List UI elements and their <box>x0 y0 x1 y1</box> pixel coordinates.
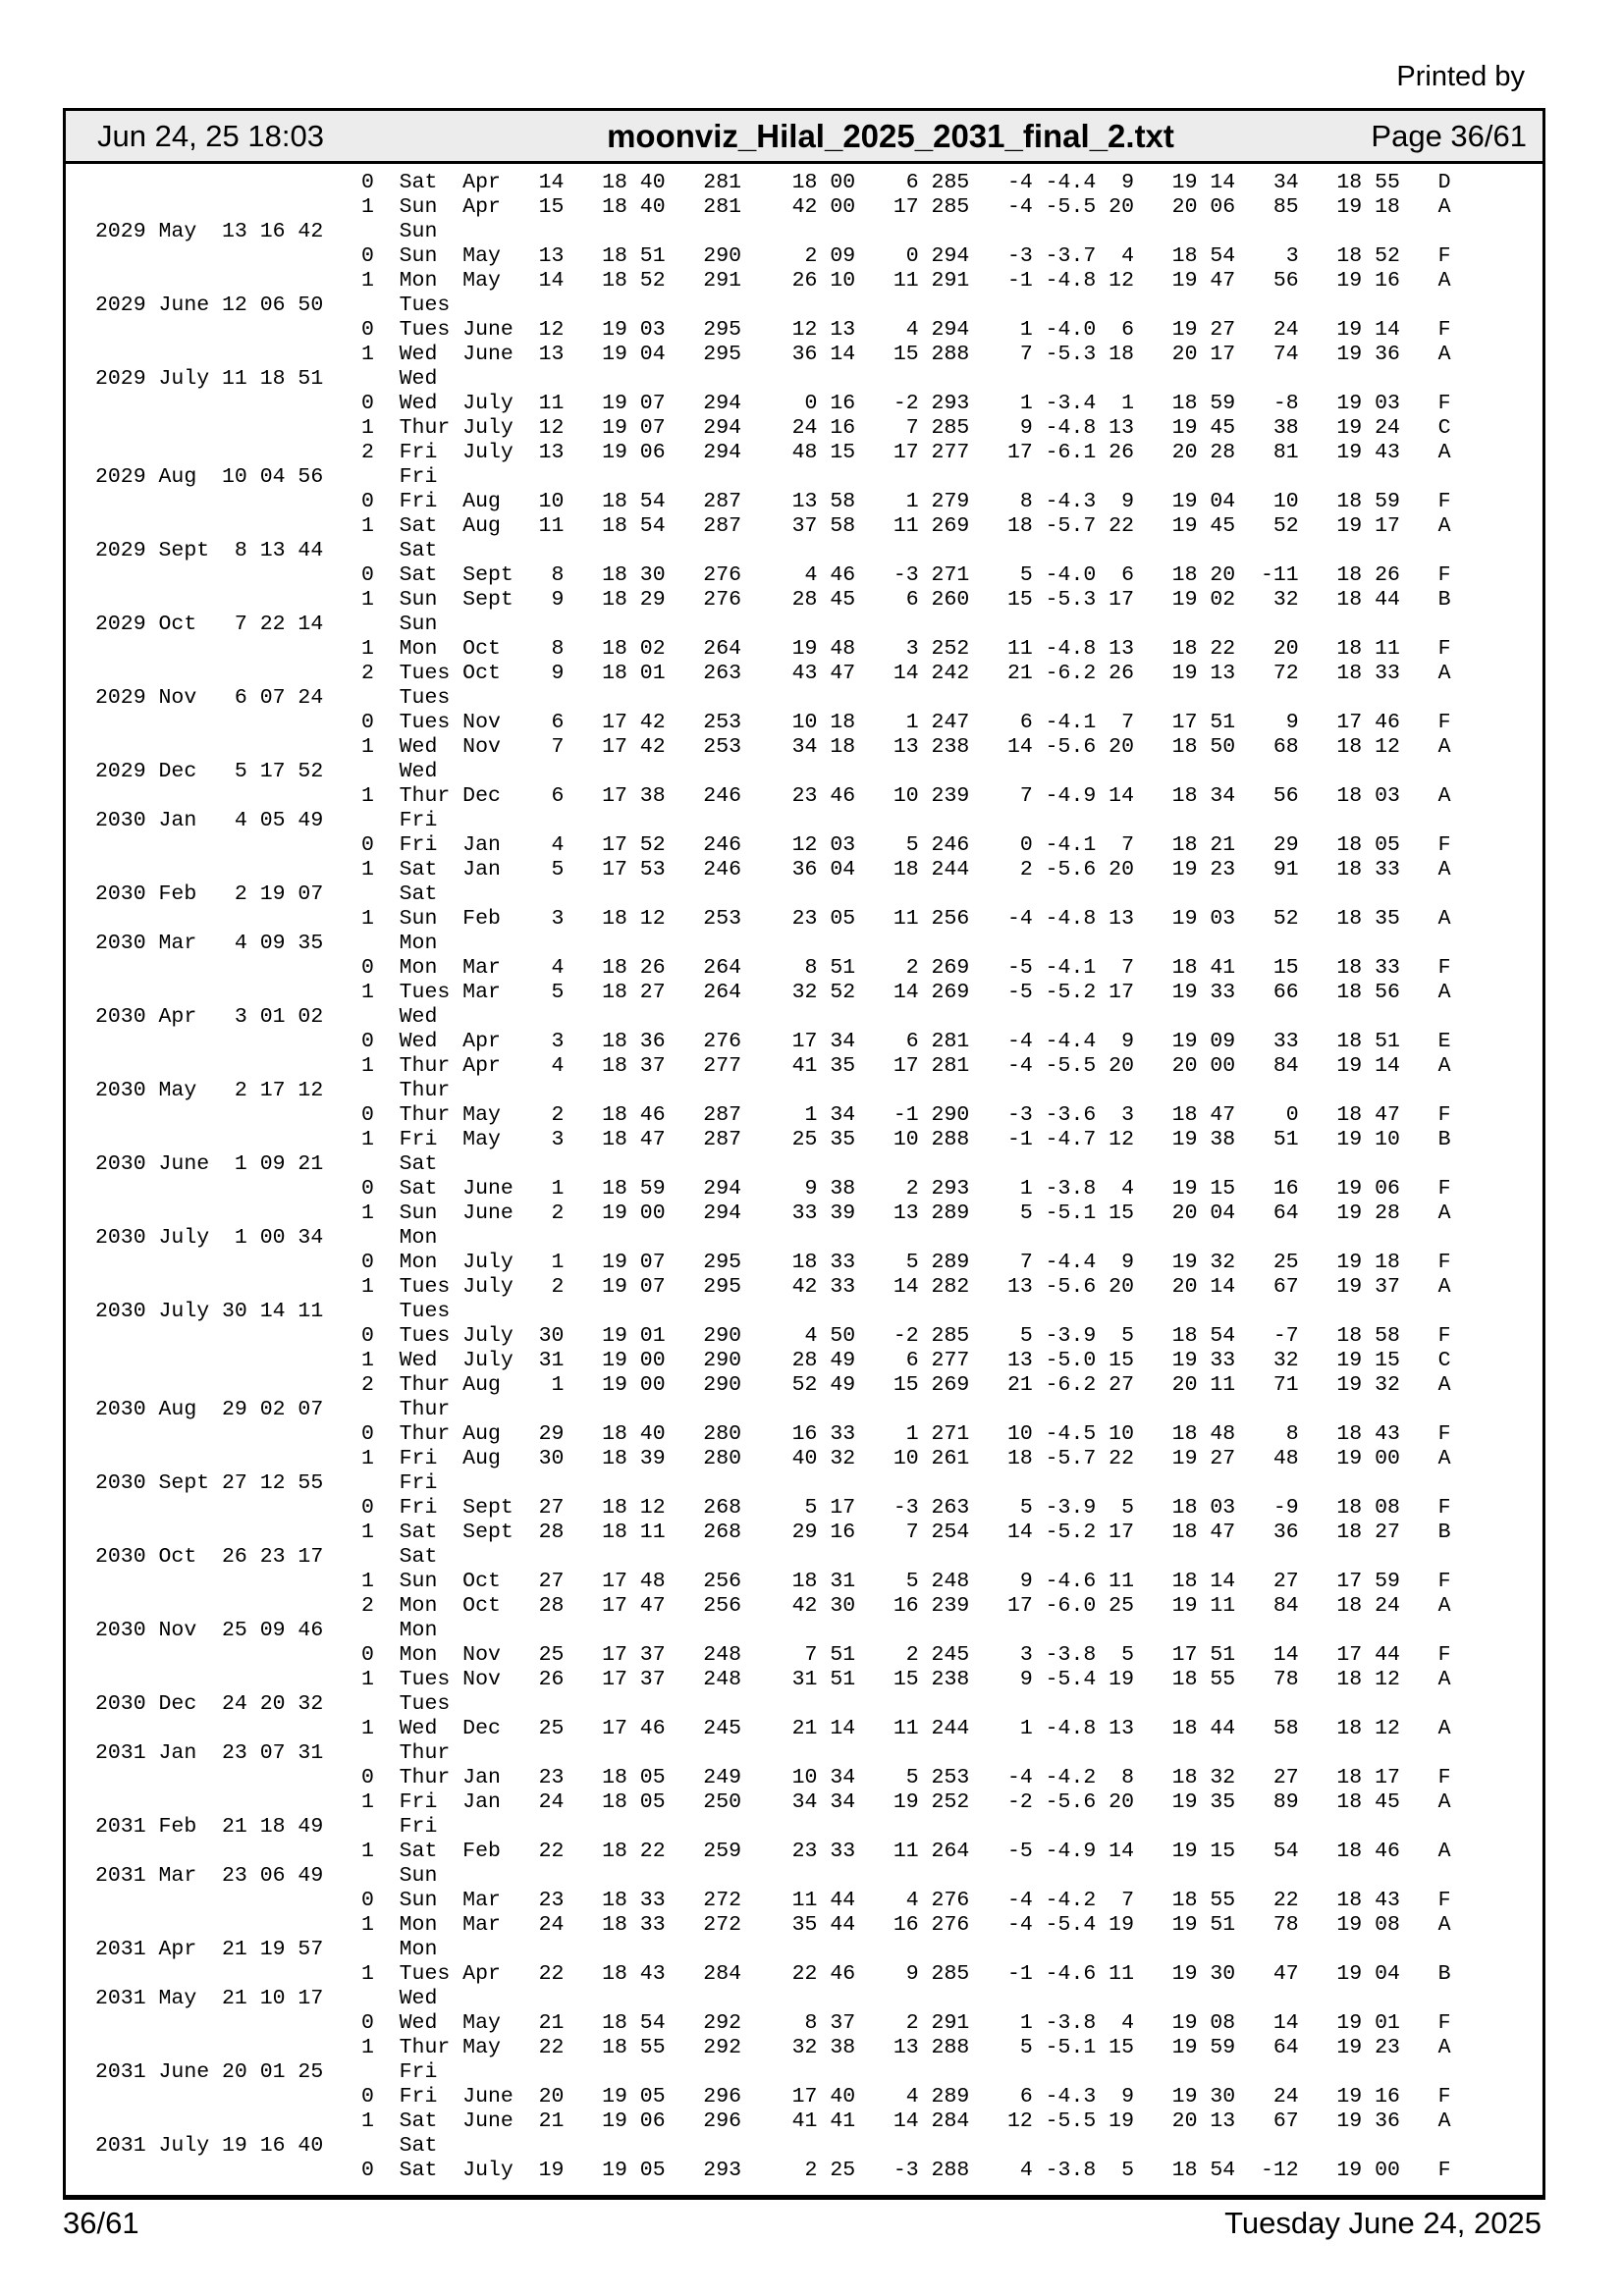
text-line: 1 Mon May 14 18 52 291 26 10 11 291 -1 -4.8 12 19 47 56 19 16 A <box>95 269 1451 293</box>
text-line: 1 Sat June 21 19 06 296 41 41 14 284 12 -5.5 19 20 13 67 19 36 A <box>95 2109 1451 2133</box>
text-line: 2031 May 21 10 17 Wed <box>95 1987 438 2010</box>
page-indicator: Page 36/61 <box>1371 118 1527 153</box>
text-line: 1 Tues July 2 19 07 295 42 33 14 282 13 -5.6 20 20 14 67 19 37 A <box>95 1275 1451 1299</box>
document-titlebar <box>63 108 1545 164</box>
text-line: 1 Fri Aug 30 18 39 280 40 32 10 261 18 -5.7 22 19 27 48 19 00 A <box>95 1447 1451 1470</box>
text-line: 2 Tues Oct 9 18 01 263 43 47 14 242 21 -6.2 26 19 13 72 18 33 A <box>95 662 1451 685</box>
text-line: 1 Sun June 2 19 00 294 33 39 13 289 5 -5.1 15 20 04 64 19 28 A <box>95 1201 1451 1225</box>
text-line: 0 Mon Mar 4 18 26 264 8 51 2 269 -5 -4.1 7 18 41 15 18 33 F <box>95 956 1451 980</box>
filename-title: moonviz_Hilal_2025_2031_final_2.txt <box>607 117 1174 154</box>
document-frame <box>63 108 1545 2200</box>
text-line: 2031 July 19 16 40 Sat <box>95 2134 438 2158</box>
text-line: 0 Fri June 20 19 05 296 17 40 4 289 6 -4.3 9 19 30 24 19 16 F <box>95 2085 1451 2109</box>
text-line: 0 Sat July 19 19 05 293 2 25 -3 288 4 -3.8 5 18 54 -12 19 00 F <box>95 2159 1451 2182</box>
text-line: 0 Sat June 1 18 59 294 9 38 2 293 1 -3.8 4 19 15 16 19 06 F <box>95 1177 1451 1201</box>
text-line: 2 Fri July 13 19 06 294 48 15 17 277 17 -6.1 26 20 28 81 19 43 A <box>95 441 1451 464</box>
text-line: 2031 Apr 21 19 57 Mon <box>95 1938 438 1961</box>
text-line: 2030 Dec 24 20 32 Tues <box>95 1692 451 1716</box>
text-line: 0 Fri Sept 27 18 12 268 5 17 -3 263 5 -3.9 5 18 03 -9 18 08 F <box>95 1496 1451 1520</box>
text-line: 2030 July 30 14 11 Tues <box>95 1300 451 1323</box>
text-line: 1 Thur July 12 19 07 294 24 16 7 285 9 -4.8 13 19 45 38 19 24 C <box>95 416 1451 440</box>
text-line: 2029 Aug 10 04 56 Fri <box>95 465 438 489</box>
text-line: 1 Sun Sept 9 18 29 276 28 45 6 260 15 -5.3 17 19 02 32 18 44 B <box>95 588 1451 612</box>
text-line: 0 Mon July 1 19 07 295 18 33 5 289 7 -4.4 9 19 32 25 19 18 F <box>95 1251 1451 1274</box>
printed-by-label: Printed by <box>1396 61 1525 92</box>
text-line: 2029 Sept 8 13 44 Sat <box>95 539 438 562</box>
text-line: 0 Wed May 21 18 54 292 8 37 2 291 1 -3.8 4 19 08 14 19 01 F <box>95 2011 1451 2035</box>
text-line: 1 Wed July 31 19 00 290 28 49 6 277 13 -5.0 15 19 33 32 19 15 C <box>95 1349 1451 1372</box>
text-line: 1 Fri May 3 18 47 287 25 35 10 288 -1 -4.7 12 19 38 51 19 10 B <box>95 1128 1451 1151</box>
text-line: 2031 June 20 01 25 Fri <box>95 2060 438 2084</box>
text-line: 2030 Sept 27 12 55 Fri <box>95 1471 438 1495</box>
text-line: 2029 July 11 18 51 Wed <box>95 367 438 391</box>
text-line: 2029 May 13 16 42 Sun <box>95 220 438 243</box>
text-line: 1 Sun Apr 15 18 40 281 42 00 17 285 -4 -5.5 20 20 06 85 19 18 A <box>95 195 1451 219</box>
text-line: 1 Mon Mar 24 18 33 272 35 44 16 276 -4 -5.4 19 19 51 78 19 08 A <box>95 1913 1451 1937</box>
text-line: 2030 July 1 00 34 Mon <box>95 1226 438 1250</box>
text-line: 0 Thur Aug 29 18 40 280 16 33 1 271 10 -4.5 10 18 48 8 18 43 F <box>95 1422 1451 1446</box>
print-timestamp: Jun 24, 25 18:03 <box>97 118 324 153</box>
text-line: 2030 Feb 2 19 07 Sat <box>95 882 438 906</box>
footer-page-number: 36/61 <box>63 2206 139 2240</box>
text-line: 0 Tues July 30 19 01 290 4 50 -2 285 5 -3.9 5 18 54 -7 18 58 F <box>95 1324 1451 1348</box>
text-line: 0 Wed July 11 19 07 294 0 16 -2 293 1 -3.4 1 18 59 -8 19 03 F <box>95 392 1451 415</box>
text-line: 0 Mon Nov 25 17 37 248 7 51 2 245 3 -3.8 5 17 51 14 17 44 F <box>95 1643 1451 1667</box>
text-line: 1 Sun Feb 3 18 12 253 23 05 11 256 -4 -4.8 13 19 03 52 18 35 A <box>95 907 1451 931</box>
text-line: 1 Sat Aug 11 18 54 287 37 58 11 269 18 -5.7 22 19 45 52 19 17 A <box>95 514 1451 538</box>
text-line: 1 Sun Oct 27 17 48 256 18 31 5 248 9 -4.6 11 18 14 27 17 59 F <box>95 1570 1451 1593</box>
text-line: 0 Tues Nov 6 17 42 253 10 18 1 247 6 -4.1 7 17 51 9 17 46 F <box>95 711 1451 734</box>
text-line: 2029 June 12 06 50 Tues <box>95 294 451 317</box>
text-line: 0 Sun Mar 23 18 33 272 11 44 4 276 -4 -4.2 7 18 55 22 18 43 F <box>95 1889 1451 1912</box>
text-line: 1 Sat Jan 5 17 53 246 36 04 18 244 2 -5.6 20 19 23 91 18 33 A <box>95 858 1451 881</box>
text-line: 0 Sun May 13 18 51 290 2 09 0 294 -3 -3.7 4 18 54 3 18 52 F <box>95 244 1451 268</box>
text-line: 0 Sat Apr 14 18 40 281 18 00 6 285 -4 -4.4 9 19 14 34 18 55 D <box>95 171 1451 194</box>
text-line: 2031 Jan 23 07 31 Thur <box>95 1741 451 1765</box>
text-line: 2030 Mar 4 09 35 Mon <box>95 932 438 955</box>
text-line: 1 Sat Sept 28 18 11 268 29 16 7 254 14 -5.2 17 18 47 36 18 27 B <box>95 1521 1451 1544</box>
text-line: 1 Tues Nov 26 17 37 248 31 51 15 238 9 -5.4 19 18 55 78 18 12 A <box>95 1668 1451 1691</box>
text-line: 1 Mon Oct 8 18 02 264 19 48 3 252 11 -4.8 13 18 22 20 18 11 F <box>95 637 1451 661</box>
document-text <box>63 164 1545 2200</box>
text-line: 1 Sat Feb 22 18 22 259 23 33 11 264 -5 -4.9 14 19 15 54 18 46 A <box>95 1840 1451 1863</box>
text-line: 1 Wed Nov 7 17 42 253 34 18 13 238 14 -5.6 20 18 50 68 18 12 A <box>95 735 1451 759</box>
text-line: 1 Wed Dec 25 17 46 245 21 14 11 244 1 -4.8 13 18 44 58 18 12 A <box>95 1717 1451 1740</box>
text-line: 1 Wed June 13 19 04 295 36 14 15 288 7 -5.3 18 20 17 74 19 36 A <box>95 343 1451 366</box>
footer-date: Tuesday June 24, 2025 <box>1224 2206 1542 2240</box>
text-line: 2030 Apr 3 01 02 Wed <box>95 1005 438 1029</box>
text-line: 2029 Nov 6 07 24 Tues <box>95 686 451 710</box>
text-line: 1 Thur Dec 6 17 38 246 23 46 10 239 7 -4.9 14 18 34 56 18 03 A <box>95 784 1451 808</box>
text-line: 2 Thur Aug 1 19 00 290 52 49 15 269 21 -6.2 27 20 11 71 19 32 A <box>95 1373 1451 1397</box>
text-line: 0 Wed Apr 3 18 36 276 17 34 6 281 -4 -4.4 9 19 09 33 18 51 E <box>95 1030 1451 1053</box>
text-line: 2 Mon Oct 28 17 47 256 42 30 16 239 17 -6.0 25 19 11 84 18 24 A <box>95 1594 1451 1618</box>
text-line: 1 Tues Apr 22 18 43 284 22 46 9 285 -1 -4.6 11 19 30 47 19 04 B <box>95 1962 1451 1986</box>
text-line: 2030 Nov 25 09 46 Mon <box>95 1619 438 1642</box>
text-line: 0 Sat Sept 8 18 30 276 4 46 -3 271 5 -4.0 6 18 20 -11 18 26 F <box>95 563 1451 587</box>
text-line: 1 Tues Mar 5 18 27 264 32 52 14 269 -5 -5.2 17 19 33 66 18 56 A <box>95 981 1451 1004</box>
text-line: 2030 Oct 26 23 17 Sat <box>95 1545 438 1569</box>
text-line: 2031 Feb 21 18 49 Fri <box>95 1815 438 1839</box>
text-line: 1 Thur May 22 18 55 292 32 38 13 288 5 -5.1 15 19 59 64 19 23 A <box>95 2036 1451 2059</box>
text-line: 0 Fri Jan 4 17 52 246 12 03 5 246 0 -4.1 7 18 21 29 18 05 F <box>95 833 1451 857</box>
text-line: 1 Fri Jan 24 18 05 250 34 34 19 252 -2 -5.6 20 19 35 89 18 45 A <box>95 1790 1451 1814</box>
text-line: 0 Fri Aug 10 18 54 287 13 58 1 279 8 -4.3 9 19 04 10 18 59 F <box>95 490 1451 513</box>
text-line: 0 Tues June 12 19 03 295 12 13 4 294 1 -4.0 6 19 27 24 19 14 F <box>95 318 1451 342</box>
text-line: 0 Thur Jan 23 18 05 249 10 34 5 253 -4 -4.2 8 18 32 27 18 17 F <box>95 1766 1451 1789</box>
text-line: 2030 Aug 29 02 07 Thur <box>95 1398 451 1421</box>
text-line: 2029 Oct 7 22 14 Sun <box>95 613 438 636</box>
text-line: 1 Thur Apr 4 18 37 277 41 35 17 281 -4 -5.5 20 20 00 84 19 14 A <box>95 1054 1451 1078</box>
text-line: 2029 Dec 5 17 52 Wed <box>95 760 438 783</box>
text-line: 2030 Jan 4 05 49 Fri <box>95 809 438 832</box>
text-line: 2031 Mar 23 06 49 Sun <box>95 1864 438 1888</box>
text-line: 2030 May 2 17 12 Thur <box>95 1079 451 1102</box>
text-line: 2030 June 1 09 21 Sat <box>95 1152 438 1176</box>
text-line: 0 Thur May 2 18 46 287 1 34 -1 290 -3 -3.6 3 18 47 0 18 47 F <box>95 1103 1451 1127</box>
